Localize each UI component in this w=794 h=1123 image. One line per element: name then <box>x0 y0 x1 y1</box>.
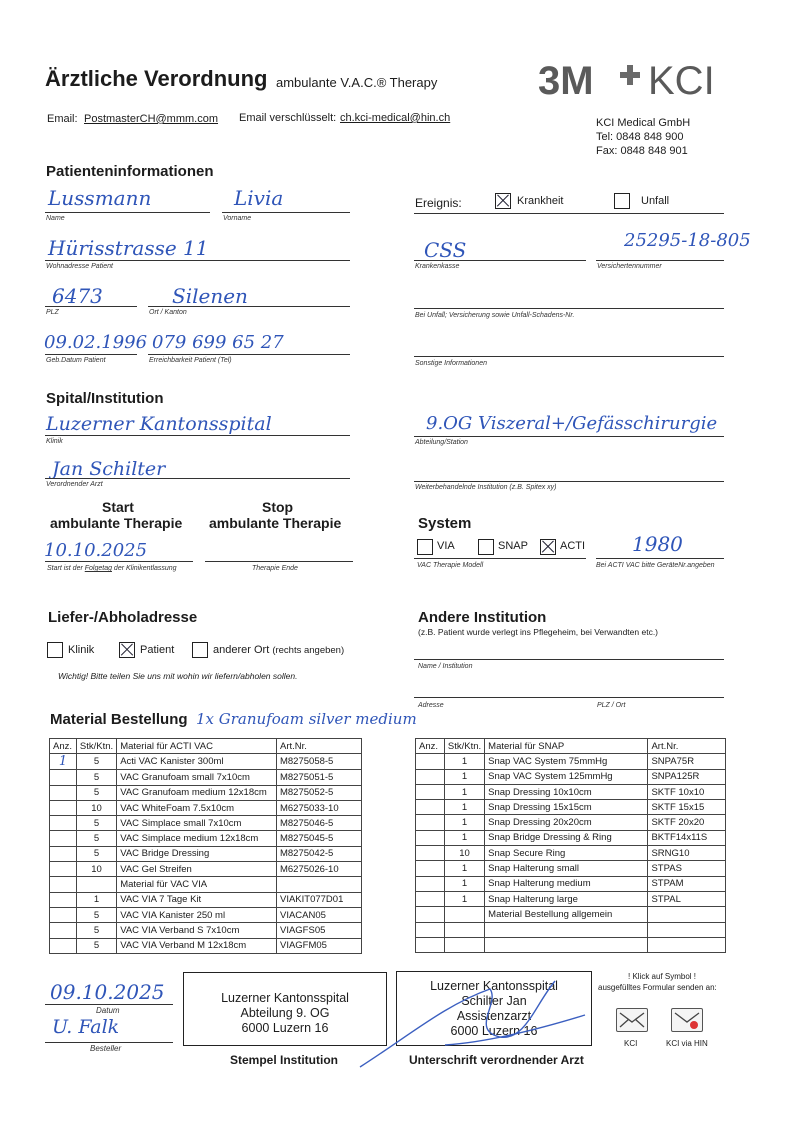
snap-material-name <box>485 922 648 937</box>
company-fax: Fax: 0848 848 901 <box>596 145 688 157</box>
acti-article-number: VIAGFS05 <box>276 923 361 938</box>
liefer-section-title: Liefer-/Abholadresse <box>48 609 198 626</box>
email-label: Email: <box>47 113 78 125</box>
snap-article-number: SKTF 10x10 <box>648 784 726 799</box>
acti-pack-size: 5 <box>76 754 116 770</box>
unfall-checkbox[interactable] <box>614 193 630 209</box>
material-note[interactable]: 1x Granufoam silver medium <box>196 710 417 728</box>
snap-material-name: Snap Dressing 15x15cm <box>485 800 648 815</box>
start-caption: Start ist der Folgetag der Klinikentlassung <box>47 565 177 572</box>
datum-label: Datum <box>96 1006 120 1015</box>
acti-article-number: VIAGFM05 <box>276 938 361 953</box>
email-enc-link[interactable]: ch.kci-medical@hin.ch <box>340 112 451 124</box>
stamp1-line1: Luzerner Kantonsspital <box>221 991 349 1005</box>
besteller-signature[interactable]: U. Falk <box>52 1016 120 1038</box>
acti-material-name: VAC Gel Streifen <box>117 862 277 877</box>
krankenkasse-label: Krankenkasse <box>415 263 460 270</box>
snap-material-name: Snap VAC System 125mmHg <box>485 769 648 784</box>
acti-row <box>50 800 362 815</box>
krankenkasse-value[interactable]: CSS <box>424 238 467 262</box>
acti-material-name: VAC VIA Kanister 250 ml <box>117 907 277 922</box>
snap-pack-size <box>444 907 484 922</box>
patient-birthdate-value[interactable]: 09.02.1996 <box>44 332 148 353</box>
andere-adresse-label: Adresse <box>418 702 444 709</box>
acti-qty-input[interactable] <box>50 892 77 907</box>
snap-material-name <box>485 937 648 952</box>
klinik-label: Klinik <box>46 438 63 445</box>
acti-article-number: M6275026-10 <box>276 862 361 877</box>
acti-pack-size <box>76 877 116 892</box>
svg-text:KCI: KCI <box>648 59 715 102</box>
snap-pack-size: 1 <box>444 754 484 769</box>
acti-label: ACTI <box>560 540 586 552</box>
snap-row <box>416 907 726 922</box>
snap-pack-size: 1 <box>444 891 484 906</box>
weiterbehandelnde-label: Weiterbehandelnde Institution (z.B. Spitex xy) <box>415 484 557 491</box>
liefer-klinik-label: Klinik <box>68 644 95 656</box>
snap-qty-input[interactable] <box>416 830 445 845</box>
snap-article-number: STPAS <box>648 861 726 876</box>
send-kci-label: KCI <box>624 1039 638 1048</box>
snap-article-number: SKTF 20x20 <box>648 815 726 830</box>
snap-article-number: STPAL <box>648 891 726 906</box>
acti-article-number: M8275051-5 <box>276 770 361 785</box>
acti-pack-size: 5 <box>76 923 116 938</box>
spital-section-title: Spital/Institution <box>46 390 164 407</box>
acti-row <box>50 816 362 831</box>
snap-material-name: Snap Halterung small <box>485 861 648 876</box>
krankheit-label: Krankheit <box>517 195 564 207</box>
send-kci-mail-icon[interactable] <box>616 1008 648 1032</box>
patient-vorname-label: Vorname <box>223 215 252 222</box>
acti-pack-size: 5 <box>76 770 116 785</box>
patient-birthdate-label: Geb.Datum Patient <box>46 357 106 364</box>
acti-material-table <box>49 738 362 954</box>
snap-qty-input[interactable] <box>416 815 445 830</box>
material-section-title: Material Bestellung <box>50 711 188 728</box>
send-kci-hin-mail-icon[interactable] <box>671 1008 703 1032</box>
start-title-2: ambulante Therapie <box>50 515 183 531</box>
acti-pack-size: 5 <box>76 785 116 800</box>
acti-qty-input[interactable] <box>50 907 77 922</box>
stamp2-line4: 6000 Luzern 16 <box>450 1024 538 1038</box>
snap-pack-size: 1 <box>444 861 484 876</box>
liefer-hinweis: Wichtig! Bitte teilen Sie uns mit wohin wir liefern/abholen sollen. <box>58 671 298 681</box>
patient-section-title: Patienteninformationen <box>46 163 214 180</box>
snap-pack-size: 1 <box>444 876 484 891</box>
sonstige-info-label: Sonstige Informationen <box>415 360 487 367</box>
acti-qty-input[interactable] <box>50 816 77 831</box>
acti-material-name: VAC Bridge Dressing <box>117 846 277 861</box>
acti-row <box>50 862 362 877</box>
snap-qty-input[interactable] <box>416 846 445 861</box>
abteilung-value[interactable]: 9.OG Viszeral+/Gefässchirurgie <box>426 413 718 434</box>
acti-header-0: Anz. <box>50 739 77 754</box>
snap-row <box>416 891 726 906</box>
snap-material-name: Snap Secure Ring <box>485 846 648 861</box>
acti-qty-input[interactable] <box>50 831 77 846</box>
snap-row <box>416 769 726 784</box>
acti-qty-input[interactable] <box>50 770 77 785</box>
acti-header-1: Stk/Ktn. <box>76 739 116 754</box>
snap-article-number: BKTF14x11S <box>648 830 726 845</box>
acti-qty-input[interactable] <box>50 846 77 861</box>
acti-article-number <box>276 877 361 892</box>
snap-qty-input[interactable] <box>416 800 445 815</box>
acti-pack-size: 1 <box>76 892 116 907</box>
acti-qty-input[interactable] <box>50 862 77 877</box>
patient-address-label: Wohnadresse Patient <box>46 263 113 270</box>
ereignis-label: Ereignis: <box>415 196 462 210</box>
acti-material-name: VAC VIA 7 Tage Kit <box>117 892 277 907</box>
snap-pack-size: 1 <box>444 815 484 830</box>
stop-title-2: ambulante Therapie <box>209 515 342 531</box>
acti-qty-input[interactable] <box>50 923 77 938</box>
snap-header-3: Art.Nr. <box>648 739 726 754</box>
send-kci-hin-label: KCI via HIN <box>666 1039 708 1048</box>
stamp2-line2: Schilter Jan <box>461 994 527 1008</box>
arzt-label: Verordnender Arzt <box>46 481 103 488</box>
snap-article-number: SKTF 15x15 <box>648 800 726 815</box>
liefer-anderer-label: anderer Ort (rechts angeben) <box>213 644 345 656</box>
acti-material-name: VAC VIA Verband M 12x18cm <box>117 938 277 953</box>
acti-row <box>50 877 362 892</box>
send-hint-2: ausgefülltes Formular senden an: <box>598 983 717 992</box>
snap-pack-size: 10 <box>444 846 484 861</box>
stamp2-line1: Luzerner Kantonsspital <box>430 979 558 993</box>
acti-pack-size: 5 <box>76 846 116 861</box>
acti-row <box>50 846 362 861</box>
acti-qty-input[interactable] <box>50 938 77 953</box>
snap-row <box>416 754 726 769</box>
snap-pack-size: 1 <box>444 769 484 784</box>
snap-pack-size: 1 <box>444 784 484 799</box>
abteilung-label: Abteilung/Station <box>415 439 468 446</box>
acti-qty-input[interactable] <box>50 800 77 815</box>
liefer-patient-label: Patient <box>140 644 175 656</box>
andere-hint: (z.B. Patient wurde verlegt ins Pflegeheim, bei Verwandten etc.) <box>418 627 659 637</box>
company-logo <box>538 56 738 107</box>
patient-plz-value[interactable]: 6473 <box>52 284 103 308</box>
acti-material-name: Acti VAC Kanister 300ml <box>117 754 277 770</box>
arzt-signature-stroke <box>350 975 600 1080</box>
stop-caption: Therapie Ende <box>252 565 298 572</box>
acti-pack-size: 5 <box>76 816 116 831</box>
snap-row <box>416 937 726 952</box>
stamp1-line3: 6000 Luzern 16 <box>241 1021 329 1035</box>
snap-qty-input[interactable] <box>416 876 445 891</box>
snap-material-name: Snap VAC System 75mmHg <box>485 754 648 769</box>
snap-material-table <box>415 738 726 953</box>
stamp2-line3: Assistenzarzt <box>456 1009 532 1023</box>
snap-article-number <box>648 937 726 952</box>
versichertennummer-value[interactable]: 25295-18-805 <box>624 230 751 251</box>
svg-text:3M: 3M <box>538 59 594 102</box>
acti-article-number: VIAKIT077D01 <box>276 892 361 907</box>
andere-name-label: Name / Institution <box>418 663 473 670</box>
snap-article-number: SNPA125R <box>648 769 726 784</box>
liefer-patient-checkbox[interactable] <box>119 642 135 658</box>
snap-row <box>416 815 726 830</box>
geraetenummer-label: Bei ACTI VAC bitte GeräteNr.angeben <box>596 562 715 569</box>
acti-row <box>50 831 362 846</box>
snap-material-name: Snap Dressing 10x10cm <box>485 784 648 799</box>
patient-plz-label: PLZ <box>46 309 59 316</box>
acti-row <box>50 938 362 953</box>
snap-pack-size <box>444 937 484 952</box>
snap-article-number: SNPA75R <box>648 754 726 769</box>
snap-qty-input[interactable] <box>416 784 445 799</box>
patient-ort-value[interactable]: Silenen <box>172 284 248 308</box>
krankheit-checkbox[interactable] <box>495 193 511 209</box>
snap-material-name: Snap Dressing 20x20cm <box>485 815 648 830</box>
klinik-value[interactable]: Luzerner Kantonsspital <box>46 413 272 435</box>
acti-row <box>50 754 362 770</box>
acti-material-name: VAC Simplace medium 12x18cm <box>117 831 277 846</box>
email-link[interactable]: PostmasterCH@mmm.com <box>84 113 219 125</box>
acti-material-name: VAC WhiteFoam 7.5x10cm <box>117 800 277 815</box>
snap-label: SNAP <box>498 540 528 552</box>
snap-row <box>416 784 726 799</box>
snap-header-1: Stk/Ktn. <box>444 739 484 754</box>
acti-row <box>50 923 362 938</box>
snap-article-number <box>648 922 726 937</box>
acti-header-2: Material für ACTI VAC <box>117 739 277 754</box>
patient-address-value[interactable]: Hürisstrasse 11 <box>48 236 209 260</box>
snap-material-name: Snap Halterung large <box>485 891 648 906</box>
system-section-title: System <box>418 515 472 532</box>
model-label: VAC Therapie Modell <box>417 562 484 569</box>
patient-phone-value[interactable]: 079 699 65 27 <box>152 332 284 353</box>
acti-material-name: VAC Granufoam small 7x10cm <box>117 770 277 785</box>
snap-material-name: Snap Halterung medium <box>485 876 648 891</box>
snap-qty-input[interactable] <box>416 937 445 952</box>
snap-qty-input[interactable] <box>416 861 445 876</box>
acti-material-name: Material für VAC VIA <box>117 877 277 892</box>
acti-row <box>50 907 362 922</box>
acti-article-number: VIACAN05 <box>276 907 361 922</box>
patient-ort-label: Ort / Kanton <box>149 309 187 316</box>
acti-qty-input[interactable] <box>50 785 77 800</box>
snap-article-number: SRNG10 <box>648 846 726 861</box>
acti-row <box>50 770 362 785</box>
acti-pack-size: 5 <box>76 907 116 922</box>
acti-header-3: Art.Nr. <box>276 739 361 754</box>
form-subtitle: ambulante V.A.C.® Therapy <box>276 75 438 90</box>
snap-row <box>416 830 726 845</box>
acti-row <box>50 785 362 800</box>
acti-article-number: M8275052-5 <box>276 785 361 800</box>
andere-section-title: Andere Institution <box>418 609 547 626</box>
acti-article-number: M8275045-5 <box>276 831 361 846</box>
snap-header-0: Anz. <box>416 739 445 754</box>
snap-row <box>416 846 726 861</box>
snap-pack-size: 1 <box>444 830 484 845</box>
via-label: VIA <box>437 540 455 552</box>
snap-header-2: Material für SNAP <box>485 739 648 754</box>
acti-article-number: M8275042-5 <box>276 846 361 861</box>
acti-pack-size: 5 <box>76 938 116 953</box>
acti-qty-input[interactable]: 1 <box>50 754 77 770</box>
versichertennummer-label: Versichertennummer <box>597 263 662 270</box>
unfall-info-label: Bei Unfall; Versicherung sowie Unfall-Schadens-Nr. <box>415 312 575 319</box>
snap-row <box>416 922 726 937</box>
stamp-arzt-caption: Unterschrift verordnender Arzt <box>409 1053 584 1067</box>
acti-article-number: M8275058-5 <box>276 754 361 770</box>
snap-material-name: Snap Bridge Dressing & Ring <box>485 830 648 845</box>
start-title-1: Start <box>102 499 134 515</box>
acti-material-name: VAC Simplace small 7x10cm <box>117 816 277 831</box>
andere-plz-label: PLZ / Ort <box>597 702 626 709</box>
snap-row <box>416 861 726 876</box>
snap-qty-input[interactable] <box>416 769 445 784</box>
acti-article-number: M6275033-10 <box>276 800 361 815</box>
start-date-value[interactable]: 10.10.2025 <box>44 540 148 561</box>
snap-qty-input[interactable] <box>416 922 445 937</box>
company-tel: Tel: 0848 848 900 <box>596 131 684 143</box>
form-title: Ärztliche Verordnung <box>45 66 268 91</box>
patient-vorname-value[interactable]: Livia <box>234 186 284 210</box>
snap-material-name: Material Bestellung allgemein <box>485 907 648 922</box>
stamp-institution-caption: Stempel Institution <box>230 1053 338 1067</box>
besteller-label: Besteller <box>90 1044 122 1053</box>
snap-pack-size: 1 <box>444 800 484 815</box>
snap-article-number: STPAM <box>648 876 726 891</box>
snap-checkbox[interactable] <box>478 539 494 555</box>
patient-name-value[interactable]: Lussmann <box>48 186 152 210</box>
email-enc-label: Email verschlüsselt: <box>239 112 337 124</box>
stamp1-line2: Abteilung 9. OG <box>240 1006 330 1020</box>
snap-row <box>416 800 726 815</box>
acti-checkbox[interactable] <box>540 539 556 555</box>
geraetenummer-value[interactable]: 1980 <box>632 532 683 556</box>
acti-pack-size: 5 <box>76 831 116 846</box>
acti-material-name: VAC VIA Verband S 7x10cm <box>117 923 277 938</box>
patient-name-label: Name <box>46 215 65 222</box>
acti-material-name: VAC Granufoam medium 12x18cm <box>117 785 277 800</box>
snap-row <box>416 876 726 891</box>
stop-title-1: Stop <box>262 499 294 515</box>
liefer-klinik-checkbox[interactable] <box>47 642 63 658</box>
unfall-label: Unfall <box>641 195 670 207</box>
snap-qty-input[interactable] <box>416 907 445 922</box>
snap-article-number <box>648 907 726 922</box>
arzt-value[interactable]: Jan Schilter <box>52 458 166 480</box>
snap-qty-input[interactable] <box>416 754 445 769</box>
liefer-anderer-checkbox[interactable] <box>192 642 208 658</box>
acti-article-number: M8275046-5 <box>276 816 361 831</box>
via-checkbox[interactable] <box>417 539 433 555</box>
snap-qty-input[interactable] <box>416 891 445 906</box>
datum-value[interactable]: 09.10.2025 <box>50 980 165 1004</box>
acti-pack-size: 10 <box>76 862 116 877</box>
acti-pack-size: 10 <box>76 800 116 815</box>
acti-qty-input[interactable] <box>50 877 77 892</box>
snap-pack-size <box>444 922 484 937</box>
company-name: KCI Medical GmbH <box>596 117 691 129</box>
acti-row <box>50 892 362 907</box>
send-hint-1: ! Klick auf Symbol ! <box>628 972 697 981</box>
patient-phone-label: Erreichbarkeit Patient (Tel) <box>149 357 232 364</box>
